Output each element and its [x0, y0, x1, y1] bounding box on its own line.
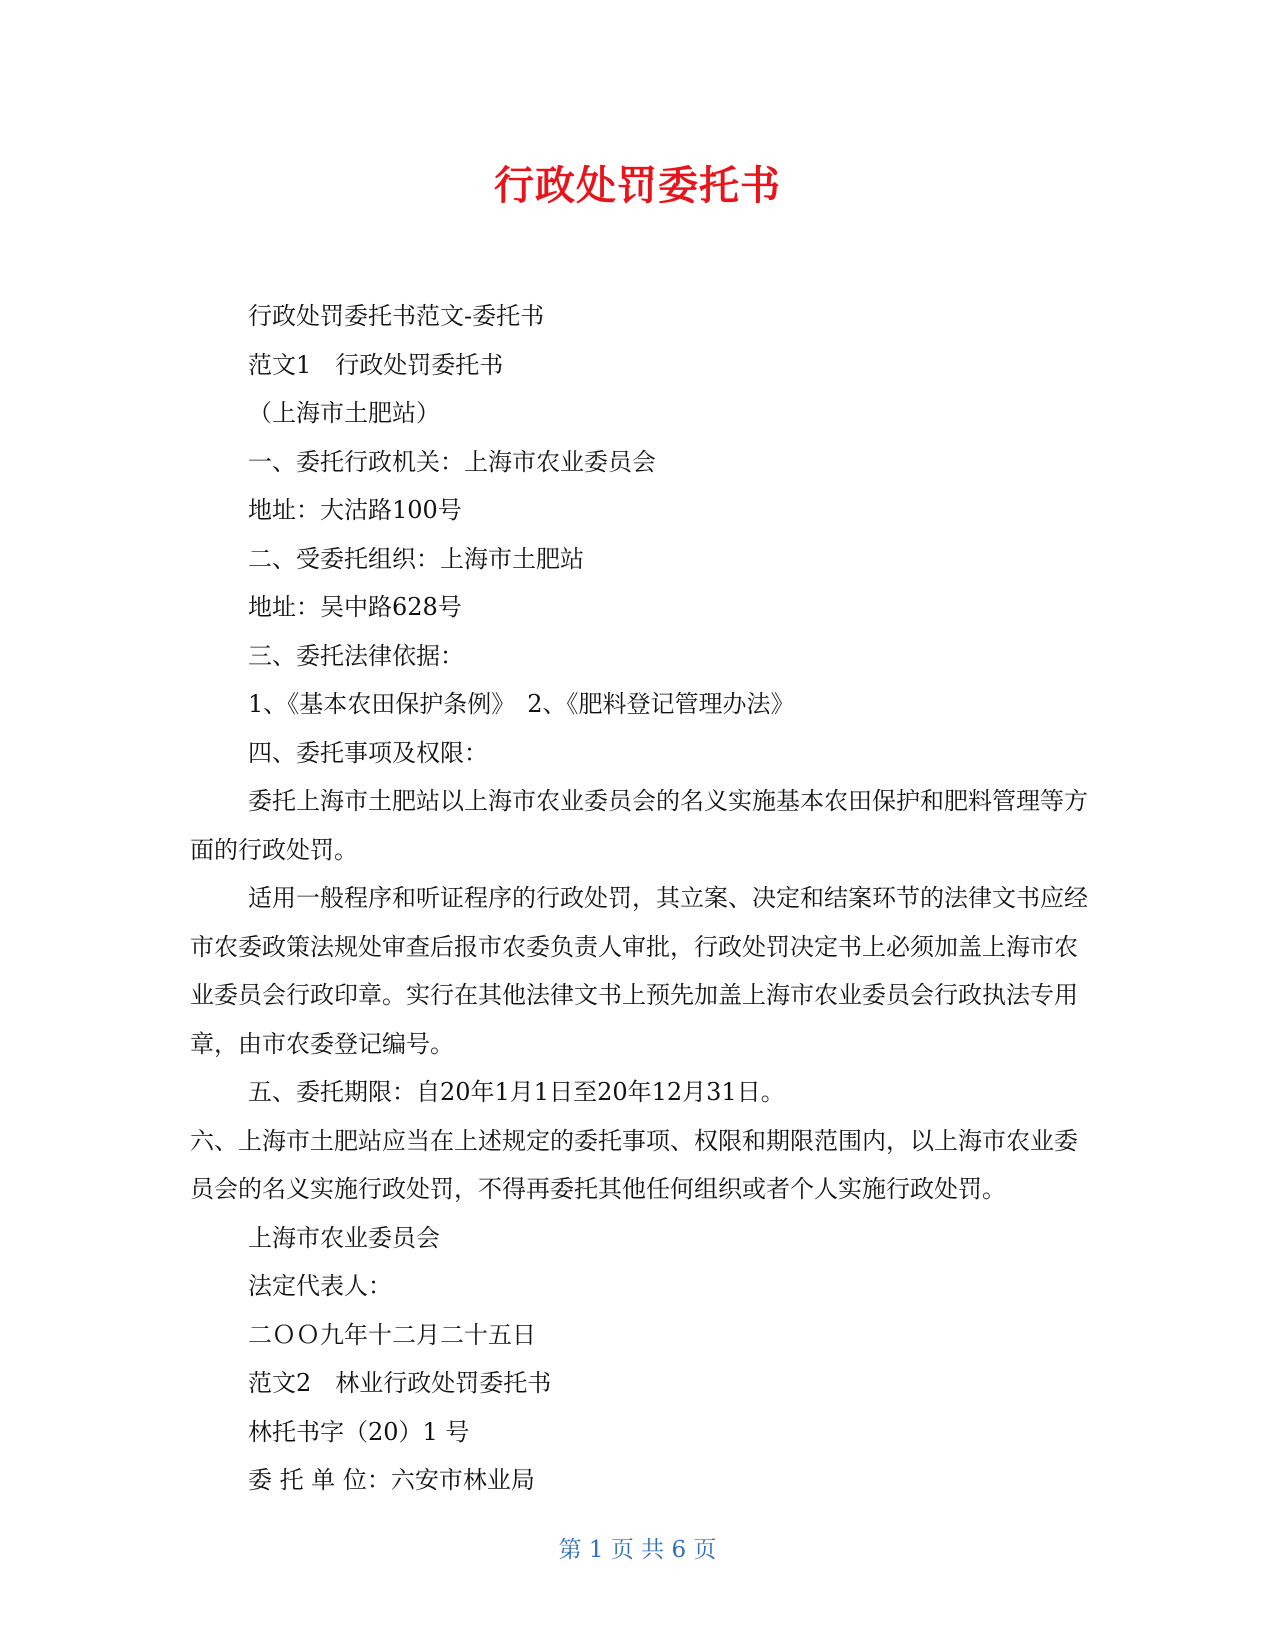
paragraph-scope-heading: 四、委托事项及权限：	[248, 738, 488, 767]
paragraph-agency-address: 地址：大沽路100号	[248, 496, 462, 524]
paragraph-date: 二ＯＯ九年十二月二十五日	[248, 1320, 536, 1349]
paragraph-delegated-org: 二、受委托组织：上海市土肥站	[248, 544, 584, 573]
paragraph-term: 五、委托期限：自20年1月1日至20年12月31日。	[248, 1078, 785, 1106]
paragraph-delegating-agency: 一、委托行政机关：上海市农业委员会	[248, 447, 656, 476]
paragraph-scope-body: 委托上海市土肥站以上海市农业委员会的名义实施基本农田保护和肥料管理等方面的行政处罚。	[190, 787, 1088, 864]
paragraph-sample-1-title: 范文1 行政处罚委托书	[248, 350, 504, 379]
paragraph-legal-representative: 法定代表人：	[248, 1272, 392, 1300]
paragraph-restrictions: 六、上海市土肥站应当在上述规定的委托事项、权限和期限范围内，以上海市农业委员会的名义实施行政处罚，不得再委托其他任何组织或者个人实施行政处罚。	[190, 1126, 1078, 1203]
paragraph-sample-2-title: 范文2 林业行政处罚委托书	[248, 1369, 552, 1397]
paragraph-org-address: 地址：吴中路628号	[248, 593, 462, 621]
paragraph-heading-sample: 行政处罚委托书范文-委托书	[248, 302, 545, 330]
paragraph-legal-basis: 三、委托法律依据：	[248, 641, 464, 670]
page-number-footer: 第 1 页 共 6 页	[558, 1537, 717, 1563]
document-body	[190, 292, 1095, 1505]
paragraph-procedure: 适用一般程序和听证程序的行政处罚，其立案、决定和结案环节的法律文书应经市农委政策法规处审查后报市农委负责人审批，行政处罚决定书上必须加盖上海市农业委员会行政印章。实行在其他法律文书上预先加盖上海市农业委员会行政执法专用章，由市农委登记编号。	[190, 884, 1088, 1058]
paragraph-document-number: 林托书字（20）1 号	[248, 1417, 470, 1446]
paragraph-org-name: （上海市土肥站）	[248, 399, 440, 427]
paragraph-signatory-agency: 上海市农业委员会	[248, 1223, 440, 1252]
document-title: 行政处罚委托书	[494, 163, 781, 209]
paragraph-delegating-unit: 委 托 单 位：六安市林业局	[248, 1466, 535, 1494]
paragraph-regulations: 1、《基本农田保护条例》 2、《肥料登记管理办法》	[248, 690, 795, 718]
